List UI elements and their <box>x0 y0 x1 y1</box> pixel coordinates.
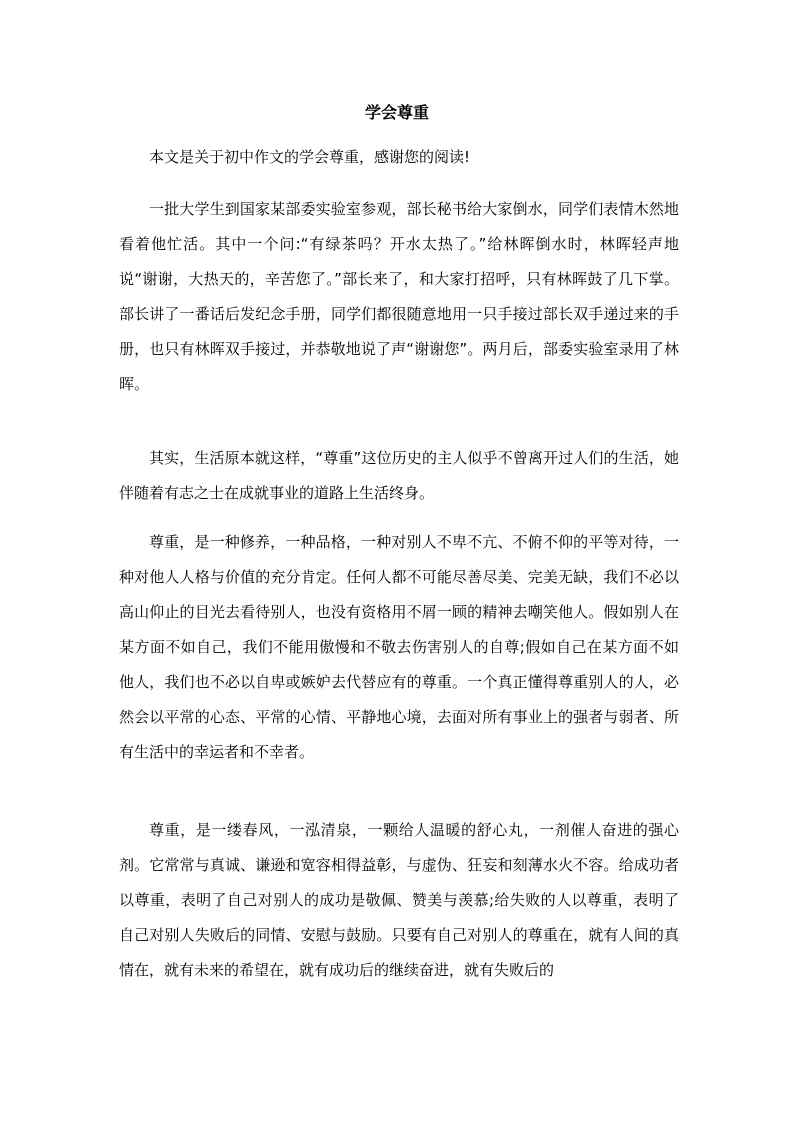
reflection-paragraph: 其实，生活原本就这样，“尊重”这位历史的主人似乎不曾离开过人们的生活，她伴随着有志之士在成就事业的道路上生活终身。 <box>119 449 679 502</box>
story-paragraph: 一批大学生到国家某部委实验室参观，部长秘书给大家倒水，同学们表情木然地看着他忙活。其中一个问:“有绿茶吗？开水太热了。”给林晖倒水时，林晖轻声地说“谢谢，大热天的，辛苦您了。”部长来了，和大家打招呼，只有林晖鼓了几下掌。部长讲了一番话后发纪念手册，同学们都很随意地用一只手接过部长双手递过来的手册，也只有林晖双手接过，并恭敬地说了声“谢谢您”。两月后，部委实验室录用了林晖。 <box>119 200 679 393</box>
document-title: 学会尊重 <box>364 103 429 122</box>
intro-paragraph: 本文是关于初中作文的学会尊重，感谢您的阅读! <box>149 148 471 166</box>
definition-paragraph: 尊重，是一种修养，一种品格，一种对别人不卑不亢、不俯不仰的平等对待，一种对他人人格与价值的充分肯定。任何人都不可能尽善尽美、完美无缺，我们不必以高山仰止的目光去看待别人，也没有资格用不屑一顾的精神去嘲笑他人。假如别人在某方面不如自己，我们不能用傲慢和不敬去伤害别人的自尊;假如自己在某方面不如他人，我们也不必以自卑或嫉妒去代替应有的尊重。一个真正懂得尊重别人的人，必然会以平常的心态、平常的心情、平静地心境，去面对所有事业上的强者与弱者、所有生活中的幸运者和不幸者。 <box>119 533 679 761</box>
metaphor-paragraph: 尊重，是一缕春风，一泓清泉，一颗给人温暖的舒心丸，一剂催人奋进的强心剂。它常常与真诚、谦逊和宽容相得益彰，与虚伪、狂妄和刻薄水火不容。给成功者以尊重，表明了自己对别人的成功是敬佩、赞美与羡慕;给失败的人以尊重，表明了自己对别人失败后的同情、安慰与鼓励。只要有自己对别人的尊重在，就有人间的真情在，就有未来的希望在，就有成功后的继续奋进，就有失败后的 <box>119 821 679 979</box>
